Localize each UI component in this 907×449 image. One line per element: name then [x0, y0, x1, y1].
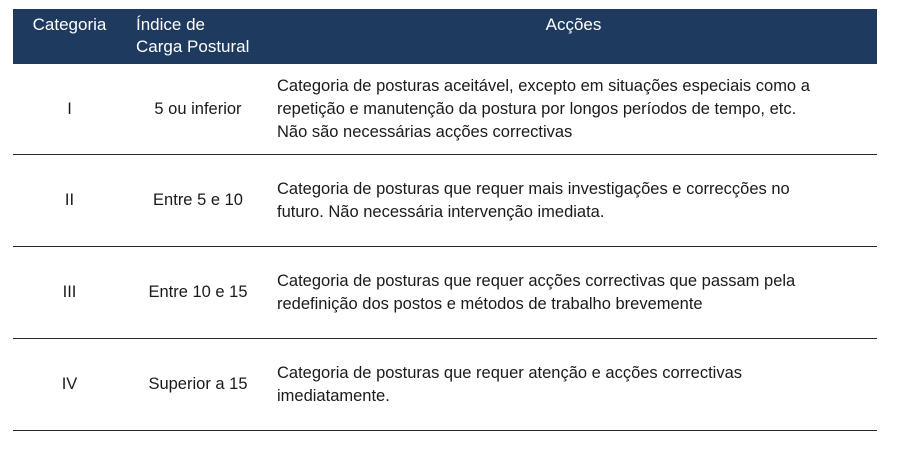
row-categoria: IV [61, 375, 78, 393]
accoes-line: redefinição dos postos e métodos de trabalho brevemente [277, 294, 703, 313]
row-indice: Entre 5 e 10 [153, 191, 243, 209]
accoes-line: Categoria de posturas que requer acções correctivas que passam pela [277, 271, 796, 290]
header-accoes: Acções [545, 15, 602, 34]
header-indice-line1: Índice de [136, 15, 205, 34]
table-row [13, 339, 877, 431]
row-accoes [270, 75, 877, 144]
row-accoes [270, 178, 877, 224]
row-categoria: III [62, 283, 77, 301]
row-indice: Entre 10 e 15 [148, 283, 248, 301]
row-categoria: I [67, 99, 72, 118]
accoes-line: Categoria de posturas aceitável, excepto em situações especiais como a [277, 76, 810, 95]
row-accoes [270, 362, 877, 408]
posture-category-table [13, 9, 877, 431]
accoes-line: imediatamente. [277, 386, 390, 405]
row-categoria: II [64, 191, 75, 209]
row-indice: Superior a 15 [148, 375, 248, 393]
table-row [13, 64, 877, 155]
row-indice: 5 ou inferior [154, 99, 242, 118]
accoes-line: repetição e manutenção da postura por longos períodos de tempo, etc. [277, 99, 797, 118]
table-header [13, 9, 877, 64]
table-row [13, 155, 877, 247]
accoes-line: futuro. Não necessária intervenção imediata. [277, 202, 605, 221]
accoes-line: Categoria de posturas que requer mais investigações e correcções no [277, 179, 790, 198]
header-indice-line2: Carga Postural [136, 37, 250, 56]
accoes-line: Categoria de posturas que requer atenção e acções correctivas [277, 363, 743, 382]
row-accoes [270, 270, 877, 316]
header-categoria: Categoria [32, 15, 107, 34]
table-row [13, 247, 877, 339]
accoes-line: Não são necessárias acções correctivas [277, 122, 573, 141]
header-indice [126, 9, 270, 64]
